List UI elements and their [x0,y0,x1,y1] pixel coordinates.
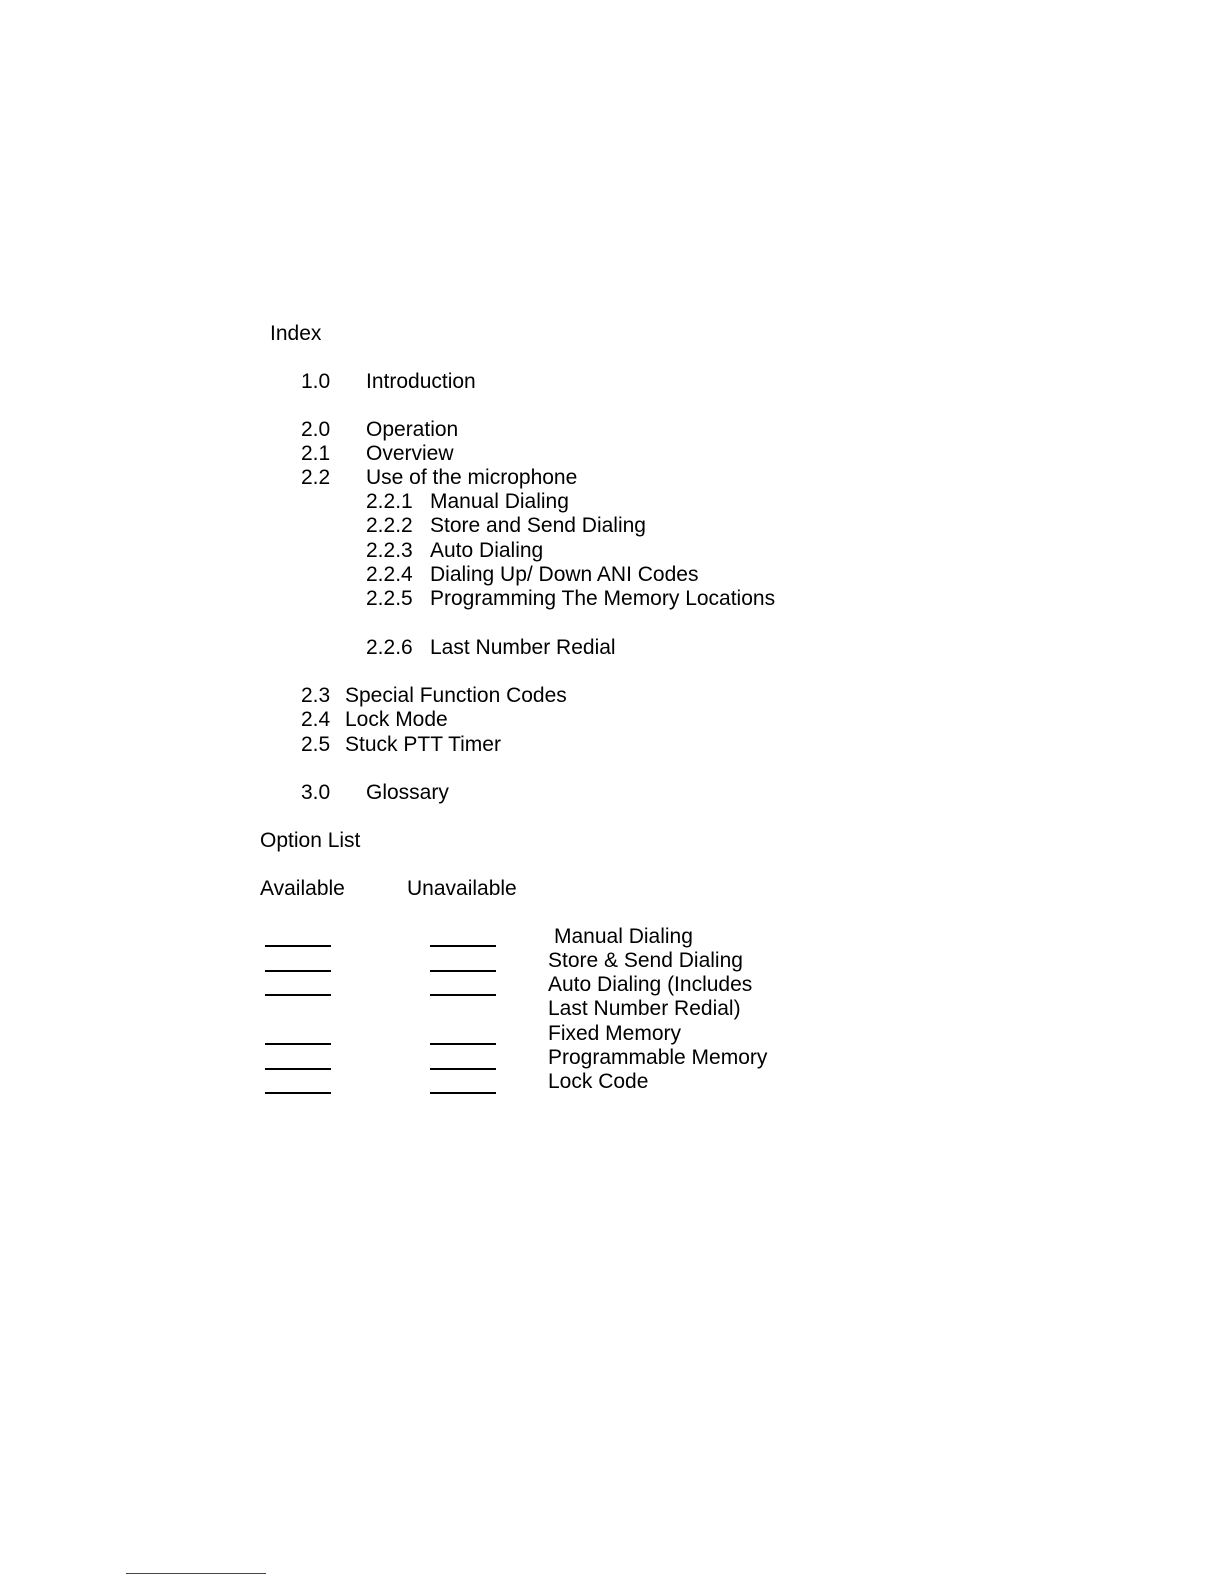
toc-number: 2.5 [301,733,331,756]
option-label: Lock Code [548,1070,649,1093]
unavailable-blank[interactable] [430,945,496,947]
option-label: Manual Dialing [554,925,693,948]
unavailable-blank[interactable] [430,1043,496,1045]
toc-number: 2.4 [301,708,331,731]
available-blank[interactable] [265,945,331,947]
toc-number: 1.0 [301,370,331,393]
toc-number: 2.1 [301,442,331,465]
index-title: Index [270,322,322,345]
toc-label: Last Number Redial [430,636,616,659]
option-label: Programmable Memory [548,1046,768,1069]
toc-number: 2.2.2 [366,514,413,537]
toc-label: Manual Dialing [430,490,569,513]
available-blank[interactable] [265,1068,331,1070]
available-blank[interactable] [265,970,331,972]
unavailable-blank[interactable] [430,970,496,972]
toc-label: Dialing Up/ Down ANI Codes [430,563,699,586]
toc-label: Introduction [366,370,476,393]
toc-number: 2.2.4 [366,563,413,586]
option-label: Auto Dialing (Includes [548,973,753,996]
toc-number: 3.0 [301,781,331,804]
available-blank[interactable] [265,1043,331,1045]
toc-label: Stuck PTT Timer [345,733,501,756]
available-blank[interactable] [265,994,331,996]
toc-label: Lock Mode [345,708,448,731]
toc-label: Store and Send Dialing [430,514,646,537]
available-blank[interactable] [265,1092,331,1094]
toc-label: Programming The Memory Locations [430,587,776,610]
toc-number: 2.2.5 [366,587,413,610]
unavailable-blank[interactable] [430,994,496,996]
option-label: Fixed Memory [548,1022,682,1045]
toc-number: 2.2.3 [366,539,413,562]
unavailable-blank[interactable] [430,1068,496,1070]
unavailable-blank[interactable] [430,1092,496,1094]
option-label: Store & Send Dialing [548,949,743,972]
column-header-available: Available [260,877,345,900]
column-header-unavailable: Unavailable [407,877,517,900]
toc-label: Operation [366,418,459,441]
toc-number: 2.2.1 [366,490,413,513]
toc-number: 2.2 [301,466,331,489]
toc-label: Auto Dialing [430,539,544,562]
toc-label: Overview [366,442,454,465]
toc-number: 2.0 [301,418,331,441]
toc-label: Use of the microphone [366,466,578,489]
toc-label: Glossary [366,781,449,804]
toc-label: Special Function Codes [345,684,567,707]
footer-rule [126,1573,266,1574]
option-label-continued: Last Number Redial) [548,997,741,1020]
toc-number: 2.3 [301,684,331,707]
option-list-title: Option List [260,829,361,852]
toc-number: 2.2.6 [366,636,413,659]
